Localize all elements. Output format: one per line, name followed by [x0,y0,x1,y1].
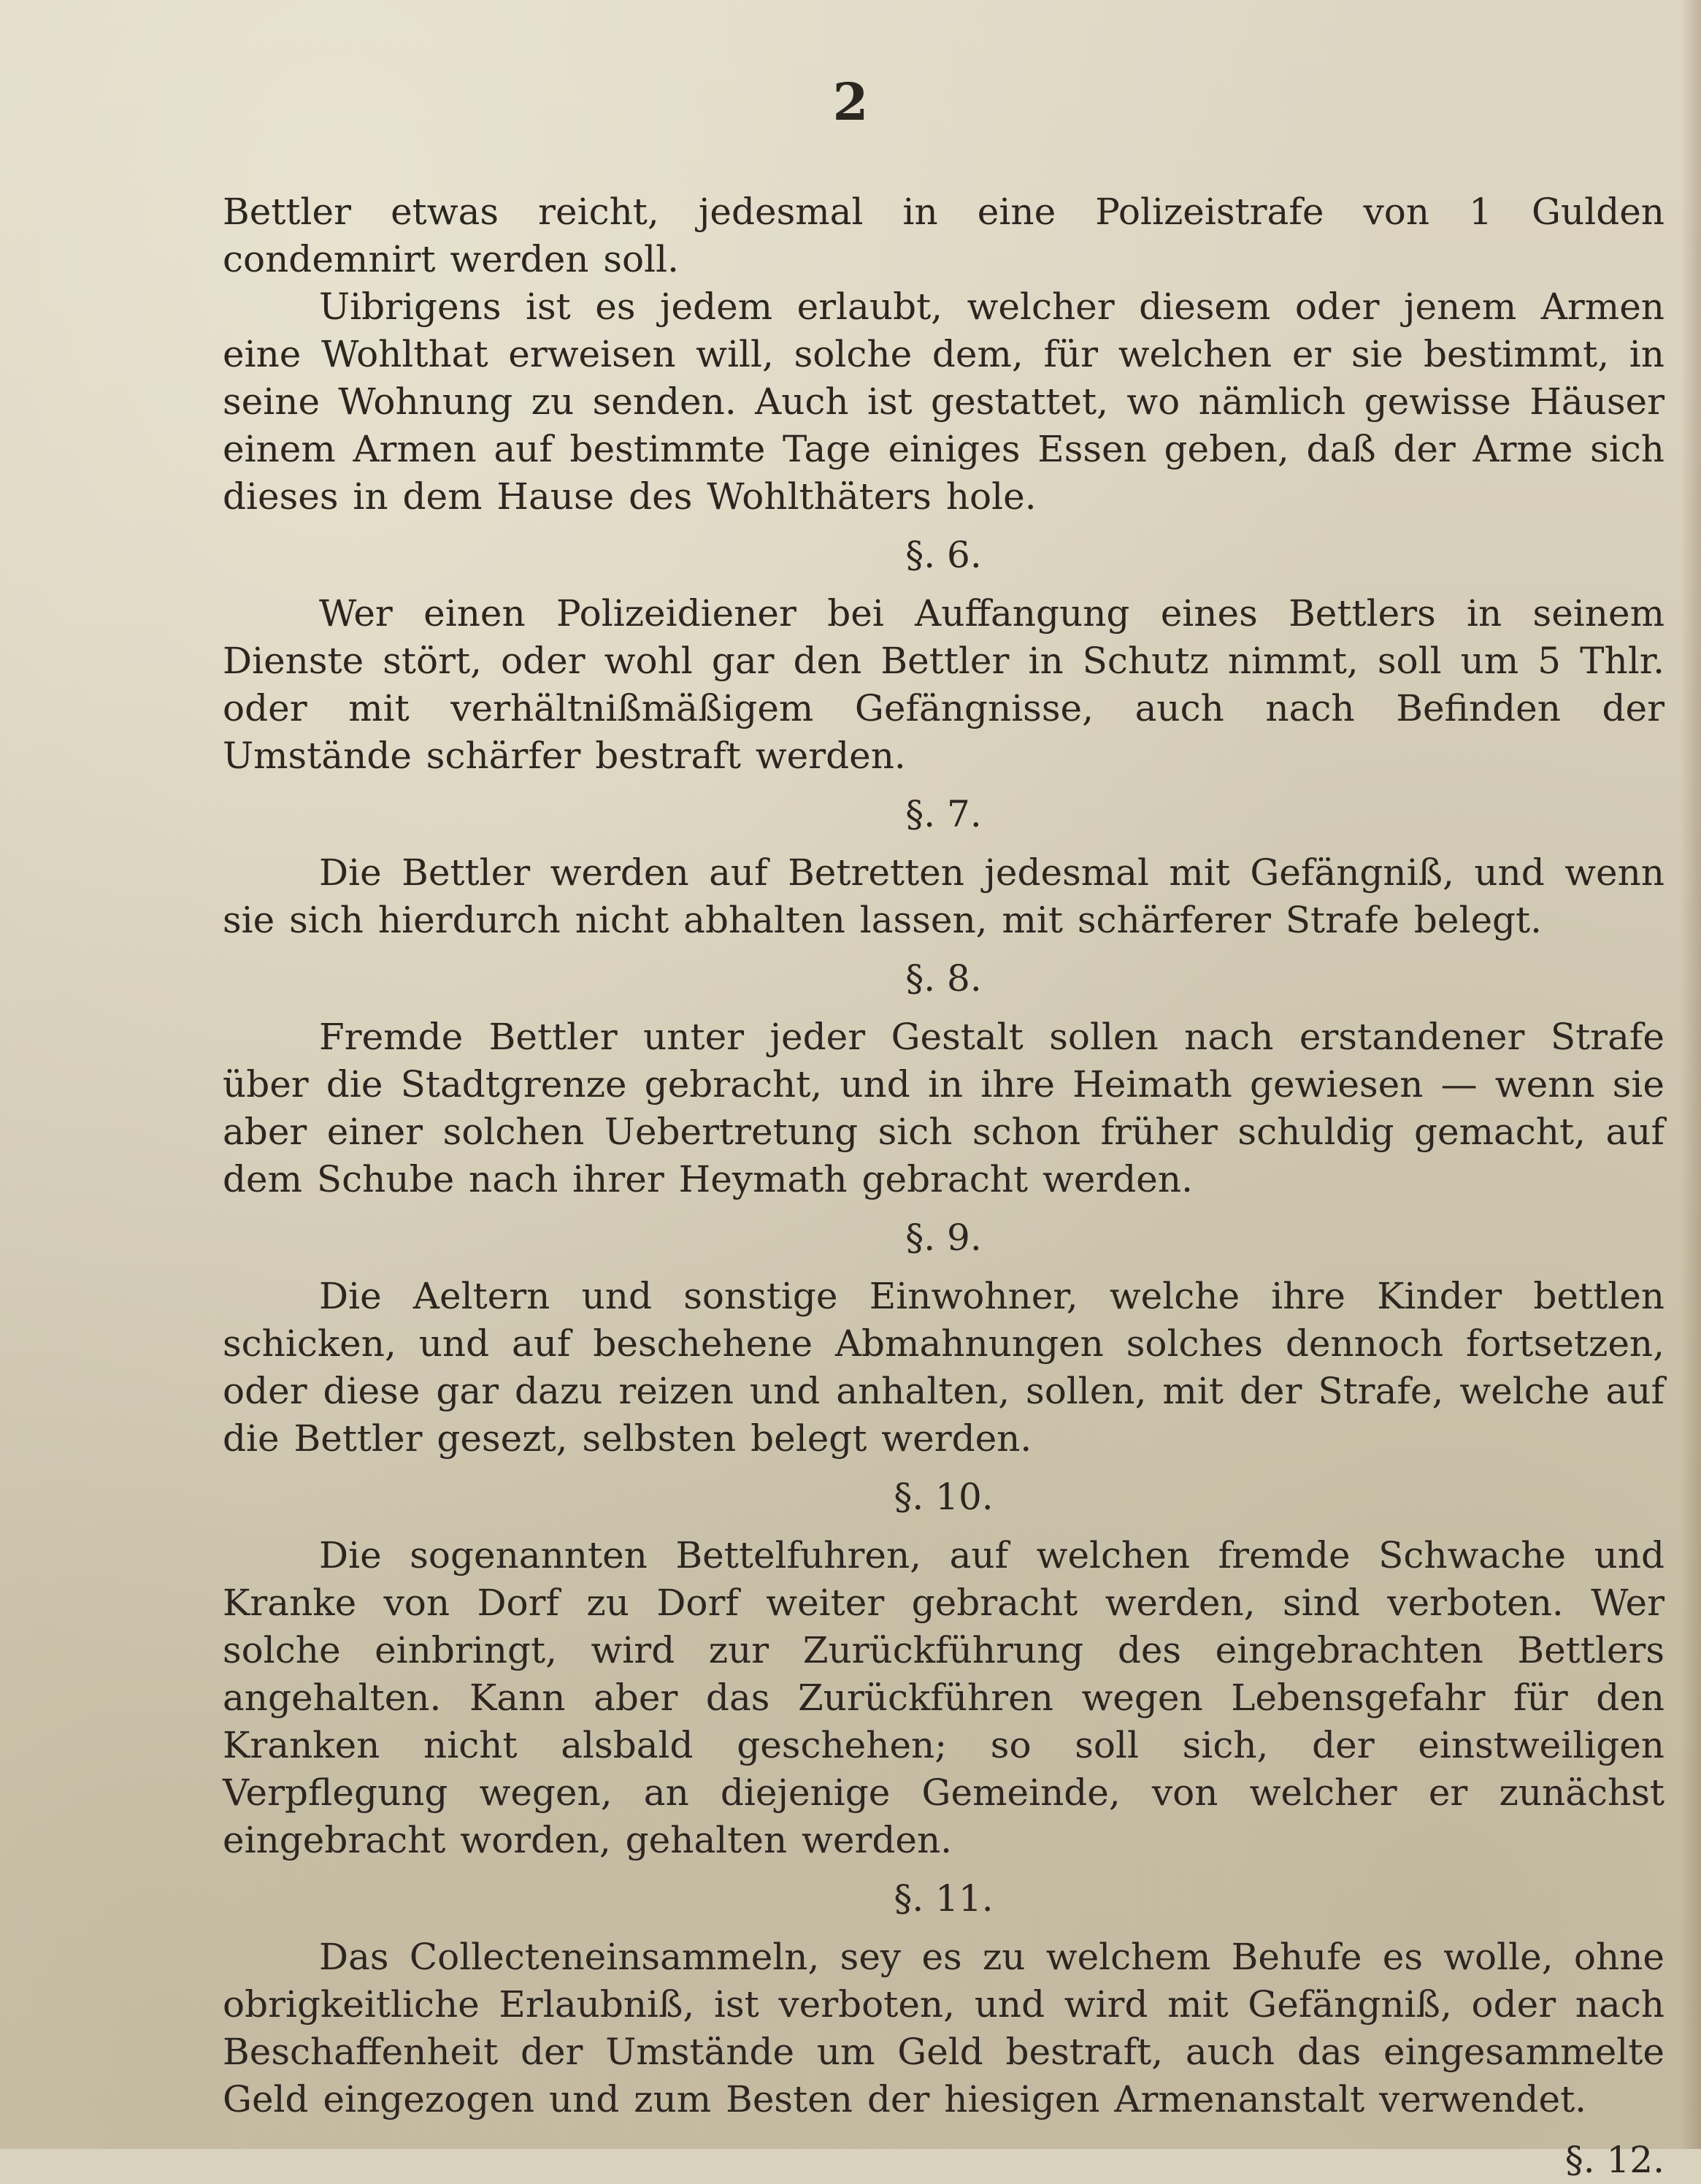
section-heading: §. 7. [905,793,982,835]
paragraph: Die Bettler werden auf Betretten jedesmal mit Gefängniß, und wenn sie sich hierdurch nicht abhalten lassen, mit schärferer Strafe belegt. [223,851,1664,941]
catchword: §. 12. [1564,2139,1664,2181]
paragraph: Die sogenannten Bettelfuhren, auf welchen fremde Schwache und Kranke von Dorf zu Dorf weiter gebracht werden, sind verboten. Wer solche einbringt, wird zur Zurückführung des eingebrachten Bettlers angehalten. Kann aber das Zurückführen wegen Lebensgefahr für den Kranken nicht alsbald geschehen; so soll sich, der einstweiligen Verpflegung wegen, an diejenige Gemeinde, von welcher er zunächst eingebracht worden, gehalten werden. [223,1534,1664,1861]
section-heading: §. 9. [905,1216,982,1259]
paragraph: Das Collecteneinsammeln, sey es zu welchem Behufe es wolle, ohne obrigkeitliche Erlaubniß, ist verboten, und wird mit Gefängniß, oder nach Beschaffenheit der Umstände um Geld bestraft, auch das eingesammelte Geld eingezogen und zum Besten der hiesigen Armenanstalt verwendet. [223,1936,1664,2120]
page-edge-shadow [1681,0,1701,2149]
section-heading: §. 11. [894,1877,994,1920]
paragraph: Uibrigens ist es jedem erlaubt, welcher diesem oder jenem Armen eine Wohlthat erweisen will, solche dem, für welchen er sie bestimmt, in seine Wohnung zu senden. Auch ist gestattet, wo nämlich gewisse Häuser einem Armen auf bestimmte Tage einiges Essen geben, daß der Arme sich dieses in dem Hause des Wohlthäters hole. [223,286,1664,518]
body-text [223,188,1664,2184]
paragraph: Fremde Bettler unter jeder Gestalt sollen nach erstandener Strafe über die Stadtgrenze gebracht, und in ihre Heimath gewiesen — wenn sie aber einer solchen Uebertretung sich schon früher schuldig gemacht, auf dem Schube nach ihrer Heymath gebracht werden. [223,1016,1664,1200]
section-heading: §. 8. [905,957,982,1000]
paragraph: Bettler etwas reicht, jedesmal in eine Polizeistrafe von 1 Gulden condemnirt werden soll. [223,191,1664,280]
page-number: 2 [832,72,869,132]
paragraph: Wer einen Polizeidiener bei Auffangung eines Bettlers in seinem Dienste stört, oder wohl gar den Bettler in Schutz nimmt, soll um 5 Thlr. oder mit verhältnißmäßigem Gefängnisse, auch nach Befinden der Umstände schärfer bestraft werden. [223,592,1664,777]
paragraph: Die Aeltern und sonstige Einwohner, welche ihre Kinder bettlen schicken, und auf beschehene Abmahnungen solches dennoch fortsetzen, oder diese gar dazu reizen und anhalten, sollen, mit der Strafe, welche auf die Bettler gesezt, selbsten belegt werden. [223,1275,1664,1460]
section-heading: §. 6. [905,534,982,576]
section-heading: §. 10. [894,1476,994,1518]
